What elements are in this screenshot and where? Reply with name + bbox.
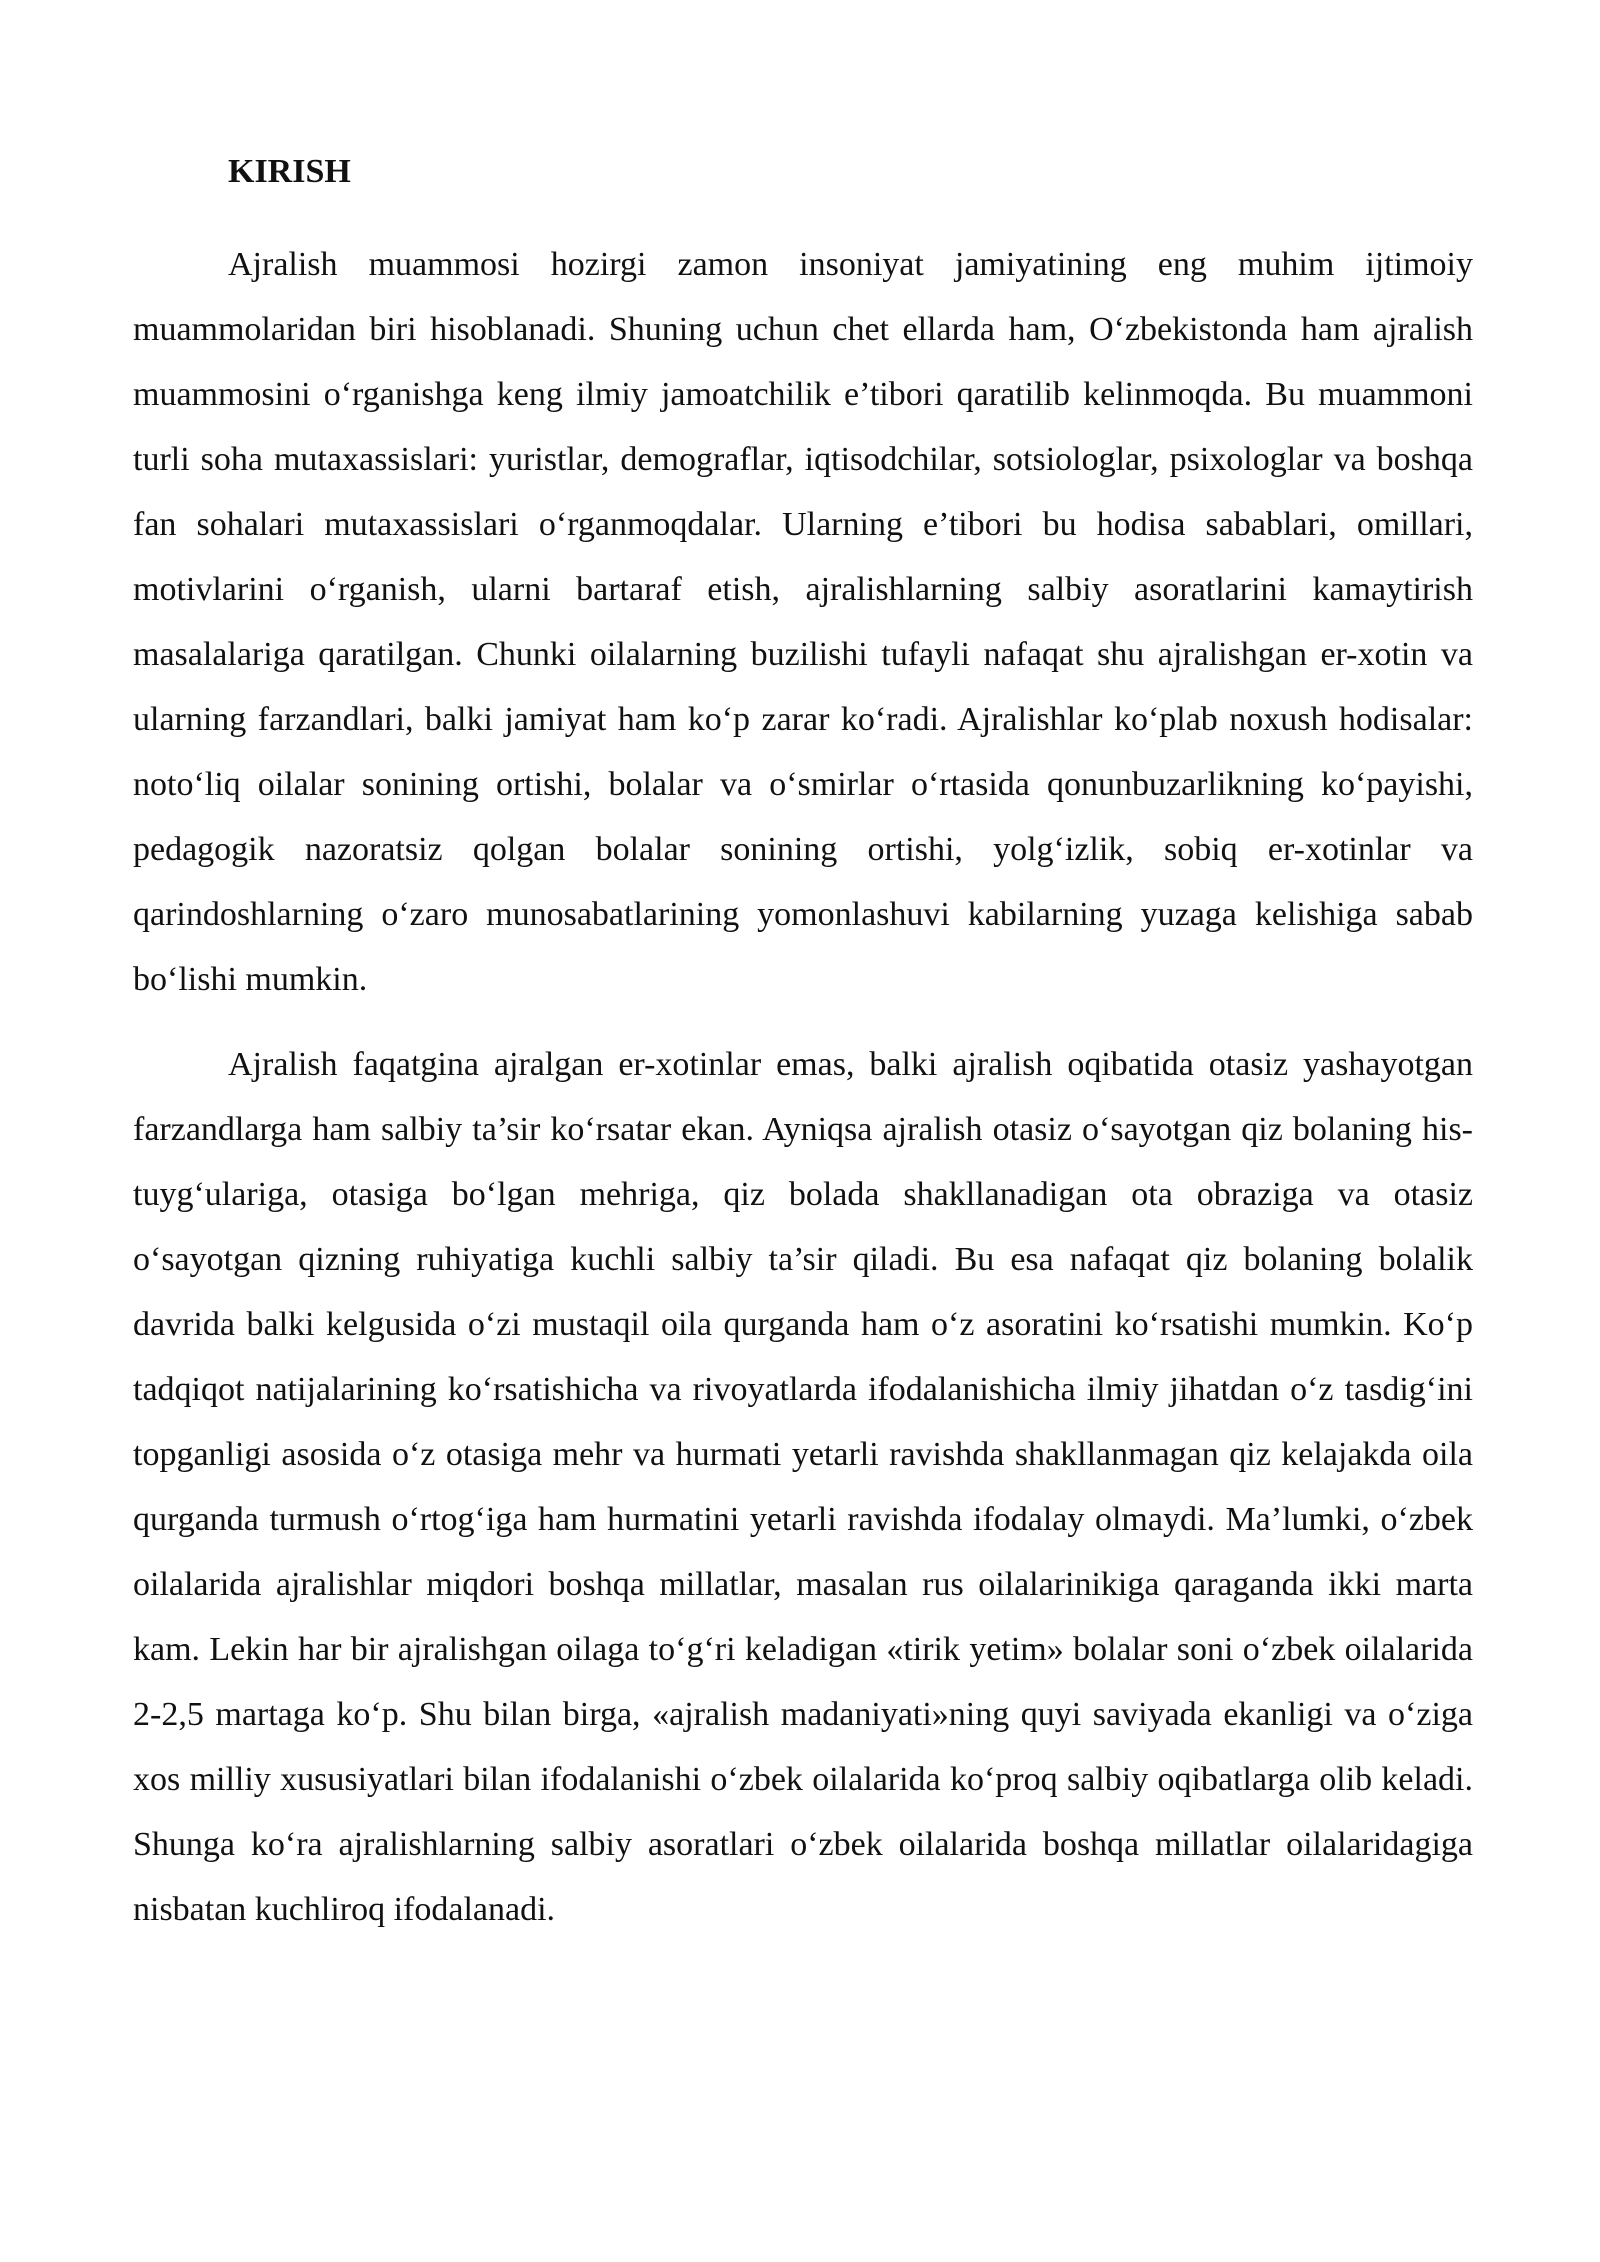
paragraph-2: Ajralish faqatgina ajralgan er-xotinlar emas, balki ajralish oqibatida otasiz yashayotgan farzandlarga ham salbiy ta’sir ko‘rsatar ekan. Ayniqsa ajralish otasiz o‘sayotgan qiz bolaning his-tuyg‘ulariga, otasiga bo‘lgan mehriga, qiz bolada shakllanadigan ota obraziga va otasiz o‘sayotgan qizning ruhiyatiga kuchli salbiy ta’sir qiladi. Bu esa nafaqat qiz bolaning bolalik davrida balki kelgusida o‘zi mustaqil oila qurganda ham o‘z asoratini ko‘rsatishi mumkin. Ko‘p tadqiqot natijalarining ko‘rsatishicha va rivoyatlarda ifodalanishicha ilmiy jihatdan o‘z tasdig‘ini topganligi asosida o‘z otasiga mehr va hurmati yetarli ravishda shakllanmagan qiz kelajakda oila qurganda turmush o‘rtog‘iga ham hurmatini yetarli ravishda ifodalay olmaydi. Ma’lumki, o‘zbek oilalarida ajralishlar miqdori boshqa millatlar, masalan rus oilalarinikiga qaraganda ikki marta kam. Lekin har bir ajralishgan oilaga to‘g‘ri keladigan «tirik yetim» bolalar soni o‘zbek oilalarida 2-2,5 martaga ko‘p. Shu bilan birga, «ajralish madaniyati»ning quyi saviyada ekanligi va o‘ziga xos milliy xususiyatlari bilan ifodalanishi o‘zbek oilalarida ko‘proq salbiy oqibatlarga olib keladi. Shunga ko‘ra ajralishlarning salbiy asoratlari o‘zbek oilalarida boshqa millatlar oilalaridagiga nisbatan kuchliroq ifodalanadi.: [133, 1046, 1473, 1928]
section-heading: KIRISH: [228, 153, 351, 190]
paragraph-1: Ajralish muammosi hozirgi zamon insoniyat jamiyatining eng muhim ijtimoiy muammolaridan biri hisoblanadi. Shuning uchun chet ellarda ham, O‘zbekistonda ham ajralish muammosini o‘rganishga keng ilmiy jamoatchilik e’tibori qaratilib kelinmoqda. Bu muammoni turli soha mutaxassislari: yuristlar, demograflar, iqtisodchilar, sotsiologlar, psixologlar va boshqa fan sohalari mutaxassislari o‘rganmoqdalar. Ularning e’tibori bu hodisa sabablari, omillari, motivlarini o‘rganish, ularni bartaraf etish, ajralishlarning salbiy asoratlarini kamaytirish masalalariga qaratilgan. Chunki oilalarning buzilishi tufayli nafaqat shu ajralishgan er-xotin va ularning farzandlari, balki jamiyat ham ko‘p zarar ko‘radi. Ajralishlar ko‘plab noxush hodisalar: noto‘liq oilalar sonining ortishi, bolalar va o‘smirlar o‘rtasida qonunbuzarlikning ko‘payishi, pedagogik nazoratsiz qolgan bolalar sonining ortishi, yolg‘izlik, sobiq er-xotinlar va qarindoshlarning o‘zaro munosabatlarining yomonlashuvi kabilarning yuzaga kelishiga sabab bo‘lishi mumkin.: [133, 246, 1473, 998]
